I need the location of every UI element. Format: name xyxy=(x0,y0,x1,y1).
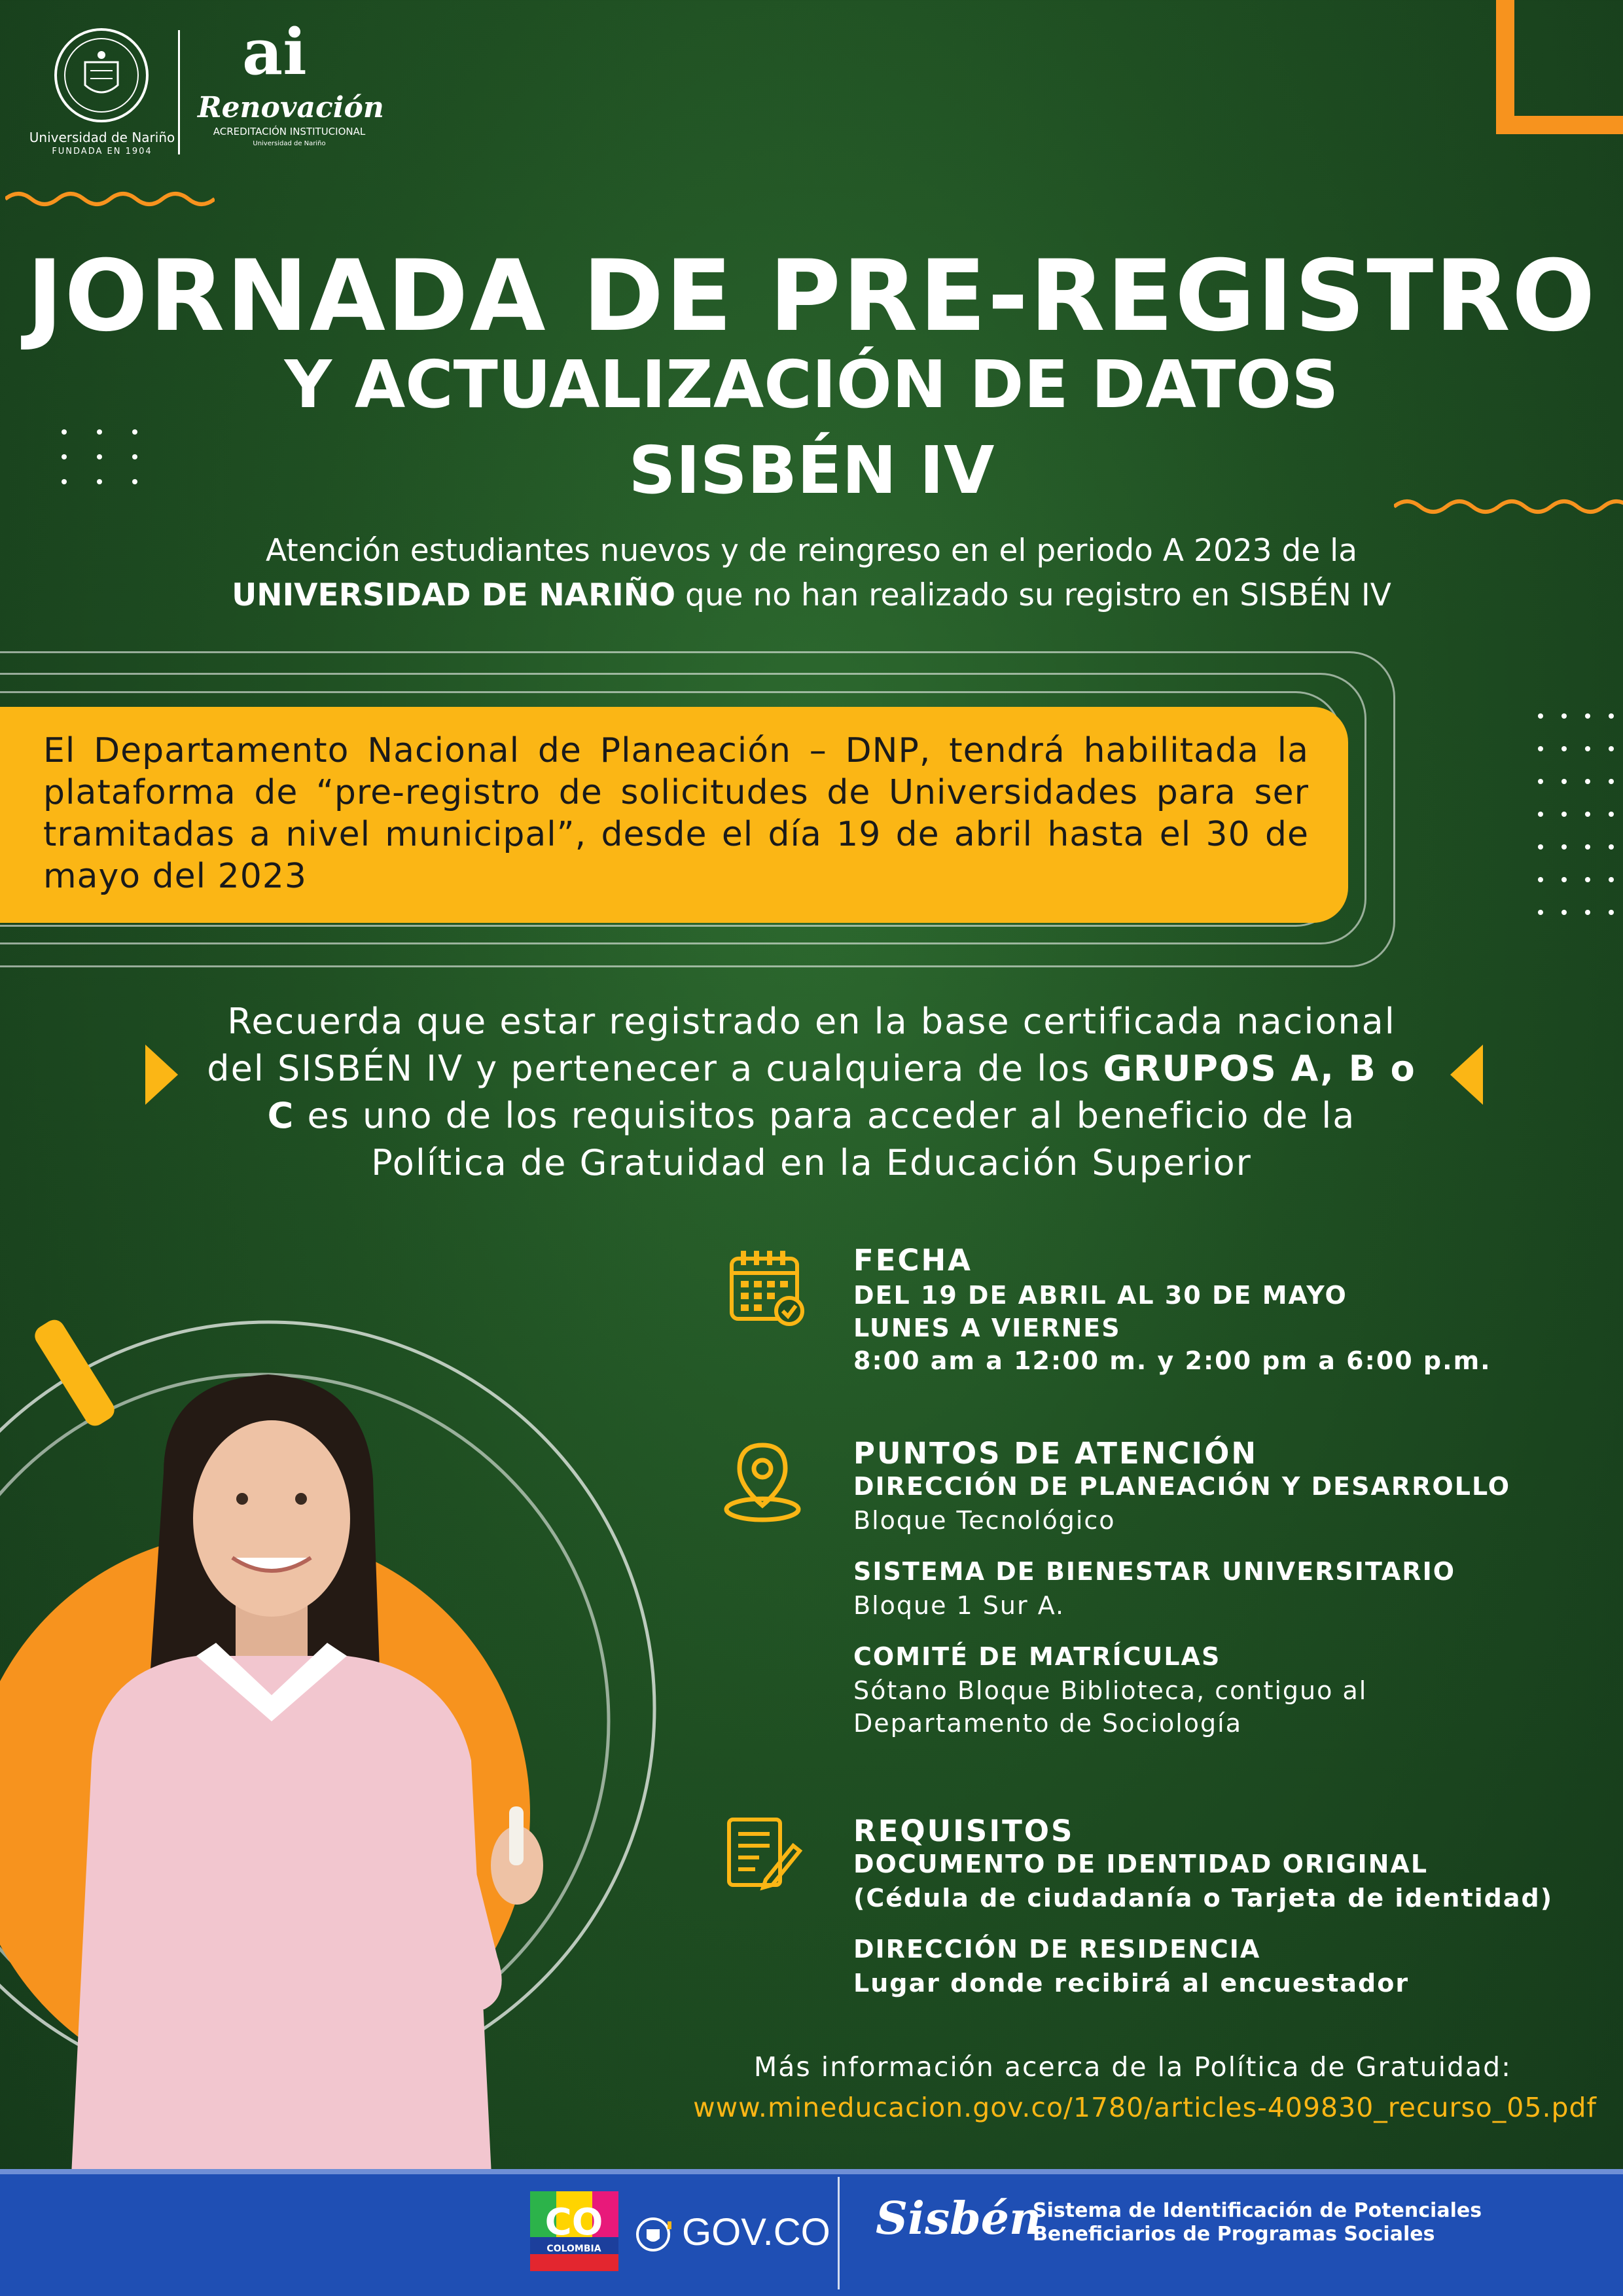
reminder-groups: GRUPOS A, B o C xyxy=(267,1048,1416,1136)
more-info-link[interactable]: www.mineducacion.gov.co/1780/articles-409830_recurso_05.pdf xyxy=(693,2092,1597,2123)
sisben-description: Sistema de Identificación de Potenciales Beneficiarios de Programas Sociales xyxy=(1033,2199,1482,2246)
sisben-logo: Sisbén xyxy=(876,2193,1042,2245)
university-founded: FUNDADA EN 1904 xyxy=(52,147,152,156)
header-logos xyxy=(26,15,384,157)
ai-logo: ai xyxy=(242,15,307,89)
requisito-1-title: DOCUMENTO DE IDENTIDAD ORIGINAL xyxy=(853,1850,1429,1878)
calendar-icon xyxy=(725,1247,810,1332)
page-title-line-1: JORNADA DE PRE-REGISTRO xyxy=(26,240,1597,353)
renovacion-logo-text: Renovación xyxy=(198,91,384,124)
punto-3-location-line-2: Departamento de Sociología xyxy=(853,1709,1242,1738)
acreditacion-text: ACREDITACIÓN INSTITUCIONAL xyxy=(213,126,366,137)
triangle-right-icon xyxy=(145,1045,178,1105)
dot-grid-decoration-right xyxy=(1538,713,1623,915)
gov-co-logo: GOV.CO xyxy=(682,2211,830,2253)
reminder-text xyxy=(196,998,1427,1187)
punto-2-location: Bloque 1 Sur A. xyxy=(853,1591,1065,1620)
punto-1-location: Bloque Tecnológico xyxy=(853,1506,1116,1535)
university-seal-icon xyxy=(52,26,151,124)
logo-divider xyxy=(178,30,180,154)
intro-part-2: que no han realizado su registro en SISBÉN IV xyxy=(675,577,1391,613)
requisito-1-detail: (Cédula de ciudadanía o Tarjeta de identidad) xyxy=(853,1884,1554,1912)
corner-bracket-decoration xyxy=(1496,0,1623,134)
footer-divider xyxy=(838,2177,840,2289)
squiggle-decoration-left xyxy=(5,185,215,211)
fecha-days: LUNES A VIERNES xyxy=(853,1314,1121,1342)
requisito-2-title: DIRECCIÓN DE RESIDENCIA xyxy=(853,1935,1261,1964)
university-name: Universidad de Nariño xyxy=(29,130,175,145)
requisito-2-detail: Lugar donde recibirá al encuestador xyxy=(853,1969,1410,1998)
co-text: CO xyxy=(544,2201,603,2244)
fecha-heading: FECHA xyxy=(853,1243,972,1278)
punto-1-title: DIRECCIÓN DE PLANEACIÓN Y DESARROLLO xyxy=(853,1472,1511,1501)
intro-text xyxy=(0,529,1623,618)
colombia-co-logo xyxy=(530,2191,618,2271)
reminder-part-2: es uno de los requisitos para acceder al beneficio de la Política de Gratuidad en la Educación Superior xyxy=(294,1095,1356,1183)
punto-2-title: SISTEMA DE BIENESTAR UNIVERSITARIO xyxy=(853,1557,1456,1586)
location-pin-icon xyxy=(720,1440,805,1525)
acreditacion-subtext: Universidad de Nariño xyxy=(253,140,326,147)
colombia-text: COLOMBIA xyxy=(546,2244,601,2254)
document-checklist-icon xyxy=(720,1812,805,1897)
fecha-range: DEL 19 DE ABRIL AL 30 DE MAYO xyxy=(853,1281,1347,1310)
page-title-line-2: Y ACTUALIZACIÓN DE DATOS xyxy=(284,346,1339,423)
requisitos-heading: REQUISITOS xyxy=(853,1814,1075,1848)
page-title-line-3: SISBÉN IV xyxy=(628,432,995,509)
punto-3-title: COMITÉ DE MATRÍCULAS xyxy=(853,1642,1221,1671)
puntos-heading: PUNTOS DE ATENCIÓN xyxy=(853,1436,1258,1471)
coat-of-arms-icon xyxy=(633,2215,673,2254)
triangle-left-icon xyxy=(1450,1045,1483,1105)
more-info-label: Más información acerca de la Política de Gratuidad: xyxy=(753,2051,1512,2083)
intro-university: UNIVERSIDAD DE NARIÑO xyxy=(232,577,676,613)
intro-part-1: Atención estudiantes nuevos y de reingreso en el periodo A 2023 de la xyxy=(265,533,1358,569)
dot-grid-decoration-left xyxy=(62,429,137,484)
fecha-hours: 8:00 am a 12:00 m. y 2:00 pm a 6:00 p.m. xyxy=(853,1346,1491,1375)
notice-text: El Departamento Nacional de Planeación – DNP, tendrá habilitada la plataforma de “pre-registro de solicitudes de Universidades para ser tramitadas a nivel municipal”, desde el día 19 de abril hasta el 30 de mayo del 2023 xyxy=(43,731,1309,896)
reminder-part-1: Recuerda que estar registrado en la base certificada nacional del SISBÉN IV y pertenecer a cualquiera de los xyxy=(207,1001,1396,1089)
student-photo xyxy=(0,1302,668,2296)
punto-3-location-line-1: Sótano Bloque Biblioteca, contiguo al xyxy=(853,1676,1368,1705)
